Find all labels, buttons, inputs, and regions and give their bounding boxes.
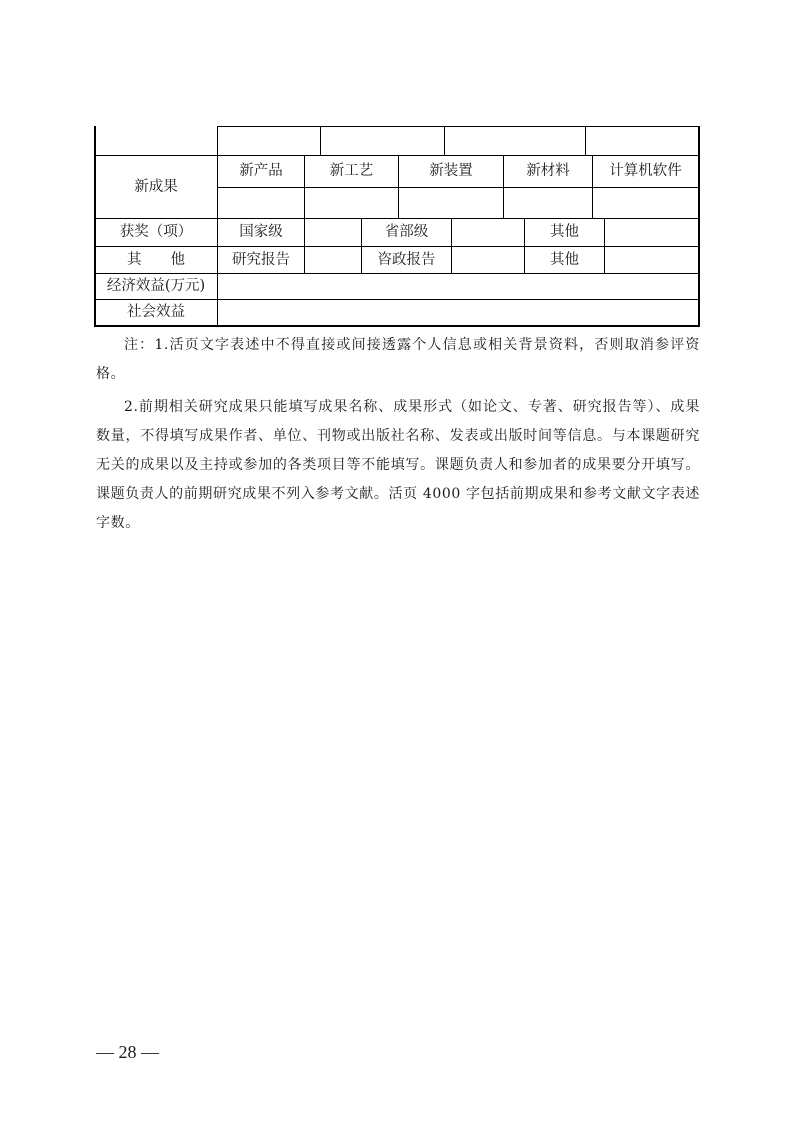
header-new-device: 新装置 xyxy=(429,163,473,180)
table-line xyxy=(217,126,700,127)
table-line xyxy=(585,126,586,156)
note-1: 注：1.活页文字表述中不得直接或间接透露个人信息或相关背景资料，否则取消参评资格。 xyxy=(96,337,700,382)
table-line xyxy=(304,218,305,274)
header-new-material: 新材料 xyxy=(526,163,570,180)
table-line xyxy=(604,218,605,274)
note-2: 2.前期相关研究成果只能填写成果名称、成果形式（如论文、专著、研究报告等）、成果数量，不得填写成果作者、单位、刊物或出版社名称、发表或出版时间等信息。与本课题研究无关的成果以及主持或参加的各类项目等不能填写。课题负责人和参加者的成果要分开填写。课题负责人的前期研究成果不列入参考文献。活页 4000 字包括前期成果和参考文献文字表述字数。 xyxy=(96,399,700,531)
header-new-product: 新产品 xyxy=(239,163,283,180)
new-results-label: 新成果 xyxy=(134,178,178,195)
page-number: — 28 — xyxy=(96,1042,159,1062)
header-computer-software: 计算机软件 xyxy=(609,163,682,180)
awards-label: 获奖（项） xyxy=(119,224,193,241)
table-border-bottom xyxy=(94,325,700,327)
award-national-label: 国家级 xyxy=(239,224,283,241)
header-new-process: 新工艺 xyxy=(329,163,374,180)
table-line xyxy=(444,126,445,156)
social-benefit-label: 社会效益 xyxy=(127,304,185,321)
table-border-right xyxy=(698,126,700,327)
economic-benefit-label: 经济效益(万元) xyxy=(106,278,206,295)
table-line xyxy=(320,126,321,156)
table-line xyxy=(451,218,452,274)
award-other-label: 其他 xyxy=(550,224,579,241)
research-report-label: 研究报告 xyxy=(232,251,290,268)
award-provincial-label: 省部级 xyxy=(384,224,429,241)
other-item-label: 其他 xyxy=(550,251,579,268)
notes-section xyxy=(96,331,700,538)
consultation-report-label: 咨政报告 xyxy=(377,251,436,268)
table-line xyxy=(217,187,700,188)
other-label: 其 他 xyxy=(127,251,185,268)
